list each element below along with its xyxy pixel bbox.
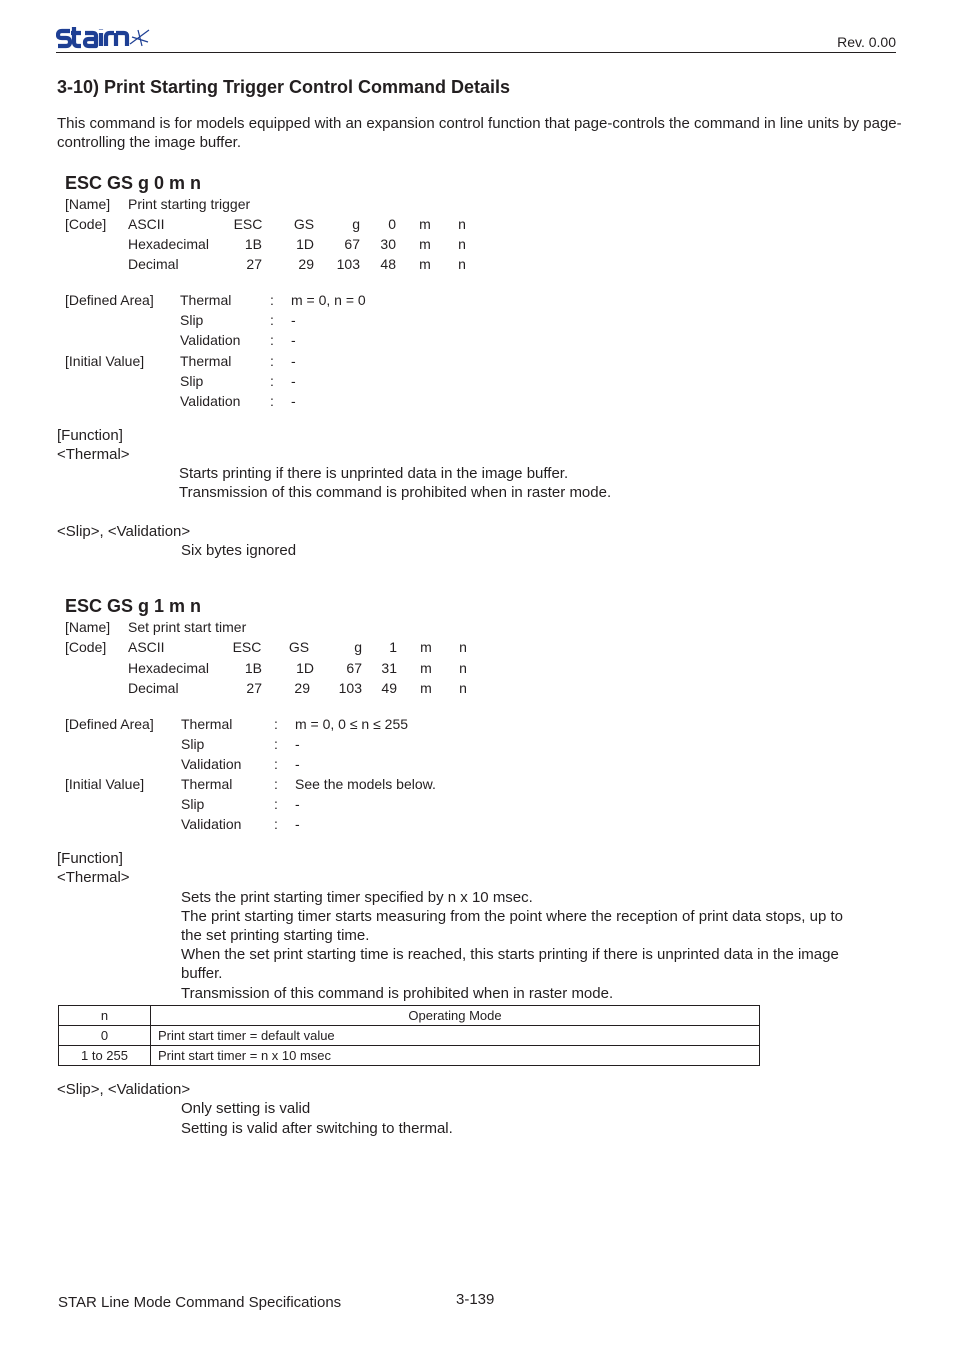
function-line: the set printing starting time.: [181, 927, 370, 944]
mode-label: Slip: [180, 373, 204, 389]
operating-mode-table: [58, 1005, 760, 1066]
code-cell: 27: [246, 680, 262, 696]
function-line: When the set print starting time is reached, this starts printing if there is unprinted data in the image: [181, 946, 839, 963]
mode-label: Thermal: [180, 292, 232, 308]
code-cell: m: [420, 660, 432, 676]
code-cell: 48: [380, 256, 396, 272]
code-cell: 1D: [296, 236, 314, 252]
mode-value: -: [291, 393, 296, 409]
code-cell: n: [458, 236, 466, 252]
table-header-cell: Operating Mode: [151, 1006, 760, 1026]
sep: :: [274, 816, 278, 832]
code-cell: n: [458, 256, 466, 272]
mode-value: See the models below.: [295, 776, 436, 792]
mode-label: Thermal: [180, 353, 232, 369]
code-cell: 30: [380, 236, 396, 252]
sep: :: [270, 292, 274, 308]
mode-label: Slip: [181, 736, 205, 752]
mode-label: Slip: [181, 796, 205, 812]
mode-value: -: [295, 796, 300, 812]
code-cell: g: [352, 216, 360, 232]
cmd1-row-label: Hexadecimal: [128, 236, 209, 252]
table-row: [59, 1026, 760, 1046]
thermal-label: <Thermal>: [57, 869, 130, 886]
mode-value: -: [291, 312, 296, 328]
function-line: Six bytes ignored: [181, 542, 297, 559]
mode-value: m = 0, 0 ≤ n ≤ 255: [295, 716, 409, 732]
cmd1-name-label: [Name]: [65, 196, 111, 212]
code-cell: 67: [344, 236, 360, 252]
sep: :: [270, 373, 274, 389]
code-cell: ESC: [233, 216, 263, 232]
function-line: Sets the print starting timer specified by n x 10 msec.: [181, 889, 533, 906]
table-header-cell: n: [59, 1006, 151, 1026]
code-cell: 0: [388, 216, 396, 232]
cmd2-title: ESC GS g 1 m n: [65, 596, 202, 616]
cmd1-row-label: ASCII: [128, 216, 165, 232]
code-cell: 29: [294, 680, 310, 696]
mode-label: Validation: [181, 816, 242, 832]
table-header-row: [59, 1006, 760, 1026]
mode-value: -: [291, 373, 296, 389]
mode-value: -: [295, 736, 300, 752]
function-line: Setting is valid after switching to thermal.: [181, 1120, 453, 1137]
code-cell: GS: [288, 639, 310, 655]
sep: :: [270, 312, 274, 328]
mode-value: m = 0, n = 0: [291, 292, 366, 308]
code-cell: n: [459, 639, 467, 655]
code-cell: n: [459, 680, 467, 696]
code-cell: 103: [338, 680, 362, 696]
cmd2-row-label: ASCII: [128, 639, 165, 655]
cmd2-row-label: Hexadecimal: [128, 660, 209, 676]
code-cell: n: [458, 216, 466, 232]
code-cell: m: [419, 236, 431, 252]
code-cell: m: [419, 256, 431, 272]
cmd2-name-label: [Name]: [65, 619, 111, 635]
footer-page-number: 3-139: [456, 1291, 495, 1308]
cmd1-code-label: [Code]: [65, 216, 107, 232]
header-rule: [56, 52, 896, 53]
code-cell: 67: [346, 660, 362, 676]
section-intro: This command is for models equipped with an expansion control function that page-controls the command in line units by page-controlling the image buffer.: [57, 115, 902, 151]
cmd2-name-value: Set print start timer: [128, 619, 247, 635]
code-cell: 1: [389, 639, 397, 655]
table-cell: 0: [59, 1026, 151, 1046]
footer-doc-title: STAR Line Mode Command Specifications: [58, 1294, 342, 1311]
mode-label: Validation: [180, 393, 241, 409]
function-line: The print starting timer starts measuring from the point where the reception of print data stops, up to: [181, 908, 843, 925]
function-label: [Function]: [57, 850, 123, 867]
star-logo: [56, 24, 152, 52]
defined-area-label: [Defined Area]: [65, 716, 154, 732]
function-line: buffer.: [181, 965, 223, 982]
code-cell: m: [420, 680, 432, 696]
code-cell: m: [419, 216, 431, 232]
mode-value: -: [295, 816, 300, 832]
section-title: 3-10) Print Starting Trigger Control Command Details: [57, 77, 511, 97]
mode-label: Validation: [180, 332, 241, 348]
revision-label: Rev. 0.00: [837, 34, 896, 50]
code-cell: n: [459, 660, 467, 676]
mode-value: -: [291, 353, 296, 369]
cmd2-code-label: [Code]: [65, 639, 107, 655]
mode-label: Validation: [181, 756, 242, 772]
code-cell: 1D: [296, 660, 314, 676]
cmd1-title: ESC GS g 0 m n: [65, 173, 202, 193]
function-line: Only setting is valid: [181, 1100, 311, 1117]
table-row: [59, 1046, 760, 1066]
table-cell: Print start timer = n x 10 msec: [151, 1046, 760, 1066]
cmd1-name-value: Print starting trigger: [128, 196, 251, 212]
slip-validation-label: <Slip>, <Validation>: [57, 523, 191, 540]
code-cell: 29: [298, 256, 314, 272]
sep: :: [274, 756, 278, 772]
code-cell: ESC: [232, 639, 262, 655]
table-cell: 1 to 255: [59, 1046, 151, 1066]
sep: :: [270, 353, 274, 369]
code-cell: 31: [381, 660, 397, 676]
sep: :: [274, 776, 278, 792]
mode-label: Thermal: [181, 776, 233, 792]
code-cell: 27: [246, 256, 262, 272]
slip-validation-label: <Slip>, <Validation>: [57, 1081, 191, 1098]
mode-value: -: [291, 332, 296, 348]
initial-value-label: [Initial Value]: [65, 776, 145, 792]
mode-label: Thermal: [181, 716, 233, 732]
code-cell: g: [354, 639, 362, 655]
sep: :: [270, 393, 274, 409]
function-line: Transmission of this command is prohibited when in raster mode.: [179, 484, 612, 501]
sep: :: [274, 796, 278, 812]
code-cell: 103: [336, 256, 360, 272]
function-line: Starts printing if there is unprinted data in the image buffer.: [179, 465, 569, 482]
sep: :: [270, 332, 274, 348]
code-cell: 1B: [244, 236, 262, 252]
code-cell: 1B: [244, 660, 262, 676]
code-cell: GS: [293, 216, 315, 232]
code-cell: m: [420, 639, 432, 655]
table-cell: Print start timer = default value: [151, 1026, 760, 1046]
thermal-label: <Thermal>: [57, 446, 130, 463]
initial-value-label: [Initial Value]: [65, 353, 145, 369]
mode-label: Slip: [180, 312, 204, 328]
sep: :: [274, 736, 278, 752]
function-label: [Function]: [57, 427, 123, 444]
code-cell: 49: [381, 680, 397, 696]
defined-area-label: [Defined Area]: [65, 292, 154, 308]
mode-value: -: [295, 756, 300, 772]
sep: :: [274, 716, 278, 732]
cmd2-row-label: Decimal: [128, 680, 179, 696]
cmd1-row-label: Decimal: [128, 256, 179, 272]
function-line: Transmission of this command is prohibited when in raster mode.: [181, 985, 614, 1002]
